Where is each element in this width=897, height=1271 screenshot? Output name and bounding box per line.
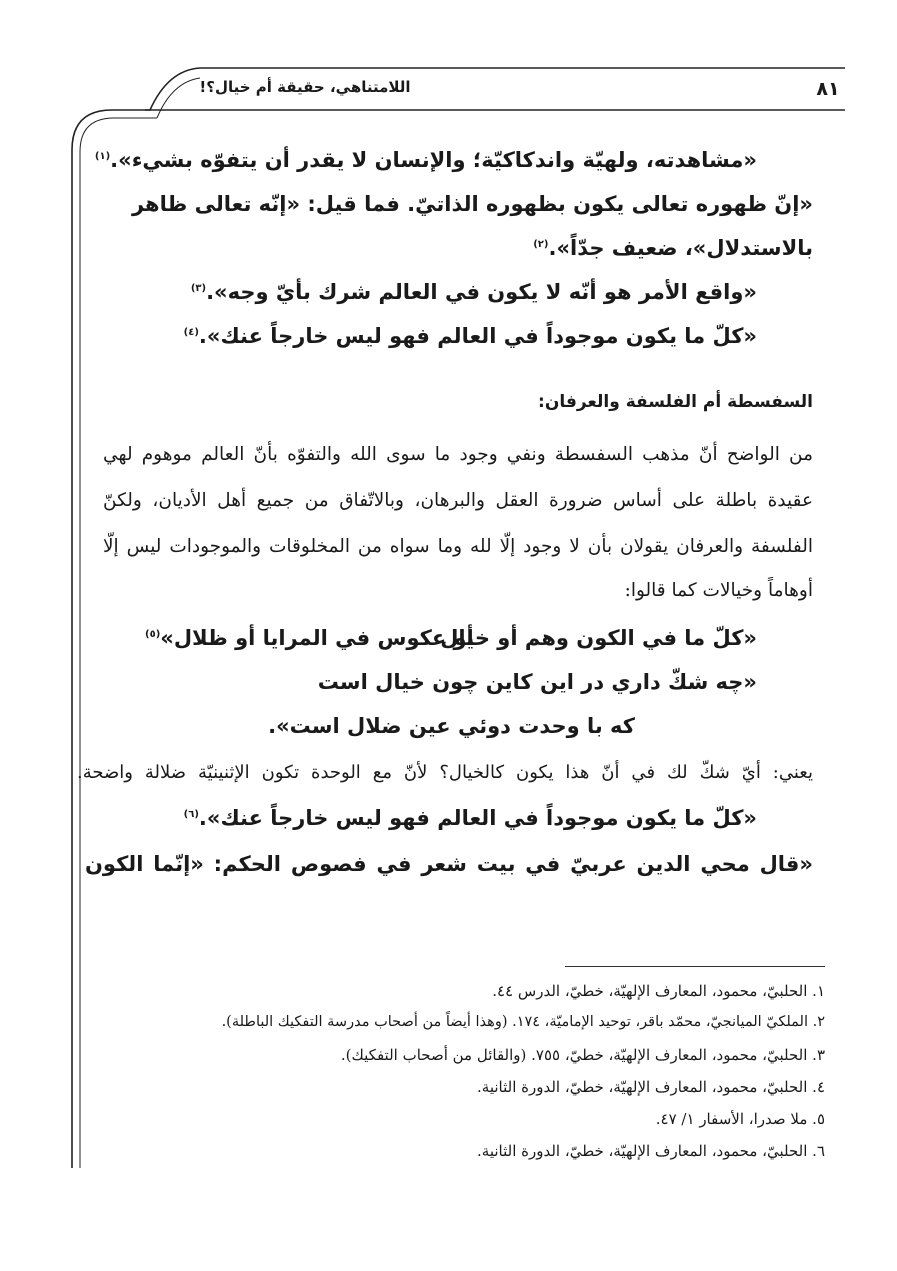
quote-1 bbox=[95, 148, 757, 172]
footnote-ref-6[interactable]: (٦) bbox=[183, 809, 199, 820]
quote-7: «قال محي الدين عربيّ في بيت شعر في فصوص الحكم: «إنّما الكون bbox=[85, 852, 813, 876]
footnote-5: ٥. ملا صدرا، الأسفار ١/ ٤٧. bbox=[655, 1110, 825, 1128]
footnote-4: ٤. الحلبيّ، محمود، المعارف الإلهيّة، خطيّ، الدورة الثانية. bbox=[477, 1078, 825, 1096]
footnote-ref-4[interactable]: (٤) bbox=[183, 327, 199, 338]
verse-1-first-hemistich: «كلّ ما في الكون وهم أو خيال bbox=[440, 626, 757, 650]
quote-2-line-2 bbox=[533, 236, 813, 260]
quote-6 bbox=[184, 806, 757, 830]
verse-3: كه با وحدت دوئي عين ضلال است». bbox=[268, 714, 635, 738]
footnote-6: ٦. الحلبيّ، محمود، المعارف الإلهيّة، خطيّ، الدورة الثانية. bbox=[477, 1142, 825, 1160]
explanation-line: يعني: أيّ شكّ لك في أنّ هذا يكون كالخيال؟ لأنّ مع الوحدة تكون الإثنينيّة ضلالة واضحة. bbox=[77, 762, 813, 783]
quote-6-text: «كلّ ما يكون موجوداً في العالم فهو ليس خارجاً عنك». bbox=[198, 806, 757, 830]
quote-2-line-1 bbox=[133, 192, 813, 216]
paragraph-line-1: من الواضح أنّ مذهب السفسطة ونفي وجود ما سوى الله والتفوّه بأنّ العالم موهوم لهي bbox=[103, 444, 813, 465]
verse-2: «چه شكّ داري در اين كاين چون خيال است bbox=[317, 670, 757, 694]
paragraph-line-3: الفلسفة والعرفان يقولان بأن لا وجود إلّا لله وما سواه من المخلوقات والموجودات ليس إلّا bbox=[103, 536, 813, 557]
paragraph-line-4: أوهاماً وخيالات كما قالوا: bbox=[624, 580, 813, 601]
footnote-separator bbox=[565, 966, 825, 967]
footnote-ref-2[interactable]: (٢) bbox=[533, 239, 549, 250]
quote-3-text: «واقع الأمر هو أنّه لا يكون في العالم شرك بأيّ وجه». bbox=[206, 280, 757, 304]
quote-1-text: «مشاهدته، ولهيّة واندكاكيّة؛ والإنسان لا يقدر أن يتفوّه بشيء». bbox=[110, 148, 757, 172]
quote-2-text-2: بالاستدلال»، ضعيف جدّاً». bbox=[548, 236, 813, 260]
footnote-ref-5[interactable]: (٥) bbox=[145, 629, 161, 640]
quote-4-text: «كلّ ما يكون موجوداً في العالم فهو ليس خارجاً عنك». bbox=[198, 324, 757, 348]
verse-1-second-hemistich bbox=[145, 626, 474, 650]
verse-1-second-text: أو عكوس في المرايا أو ظلال» bbox=[160, 626, 474, 650]
section-heading: السفسطة أم الفلسفة والعرفان: bbox=[538, 392, 813, 412]
footnote-3: ٣. الحلبيّ، محمود، المعارف الإلهيّة، خطيّ، ٧٥٥. (والقائل من أصحاب التفكيك). bbox=[340, 1046, 825, 1064]
page-number: ٨١ bbox=[816, 78, 840, 100]
quote-2-text-1: «إنّ ظهوره تعالى يكون بظهوره الذاتيّ. فما قيل: «إنّه تعالى ظاهر bbox=[131, 192, 813, 216]
quote-3 bbox=[191, 280, 757, 304]
quote-4 bbox=[184, 324, 757, 348]
footnote-1: ١. الحلبيّ، محمود، المعارف الإلهيّة، خطيّ، الدرس ٤٤. bbox=[492, 982, 825, 1000]
running-title: اللامتناهي، حقيقة أم خيال؟! bbox=[199, 78, 411, 96]
footnote-ref-1[interactable]: (١) bbox=[94, 151, 111, 162]
footnote-2: ٢. الملكيّ الميانجيّ، محمّد باقر، توحيد الإماميّة، ١٧٤. (وهذا أيضاً من أصحاب مدرسة التفكيك الباطلة). bbox=[221, 1014, 825, 1030]
footnote-ref-3[interactable]: (٣) bbox=[190, 283, 207, 294]
paragraph-line-2: عقيدة باطلة على أساس ضرورة العقل والبرهان، وبالاتّفاق من جميع أهل الأديان، ولكنّ bbox=[103, 490, 813, 511]
